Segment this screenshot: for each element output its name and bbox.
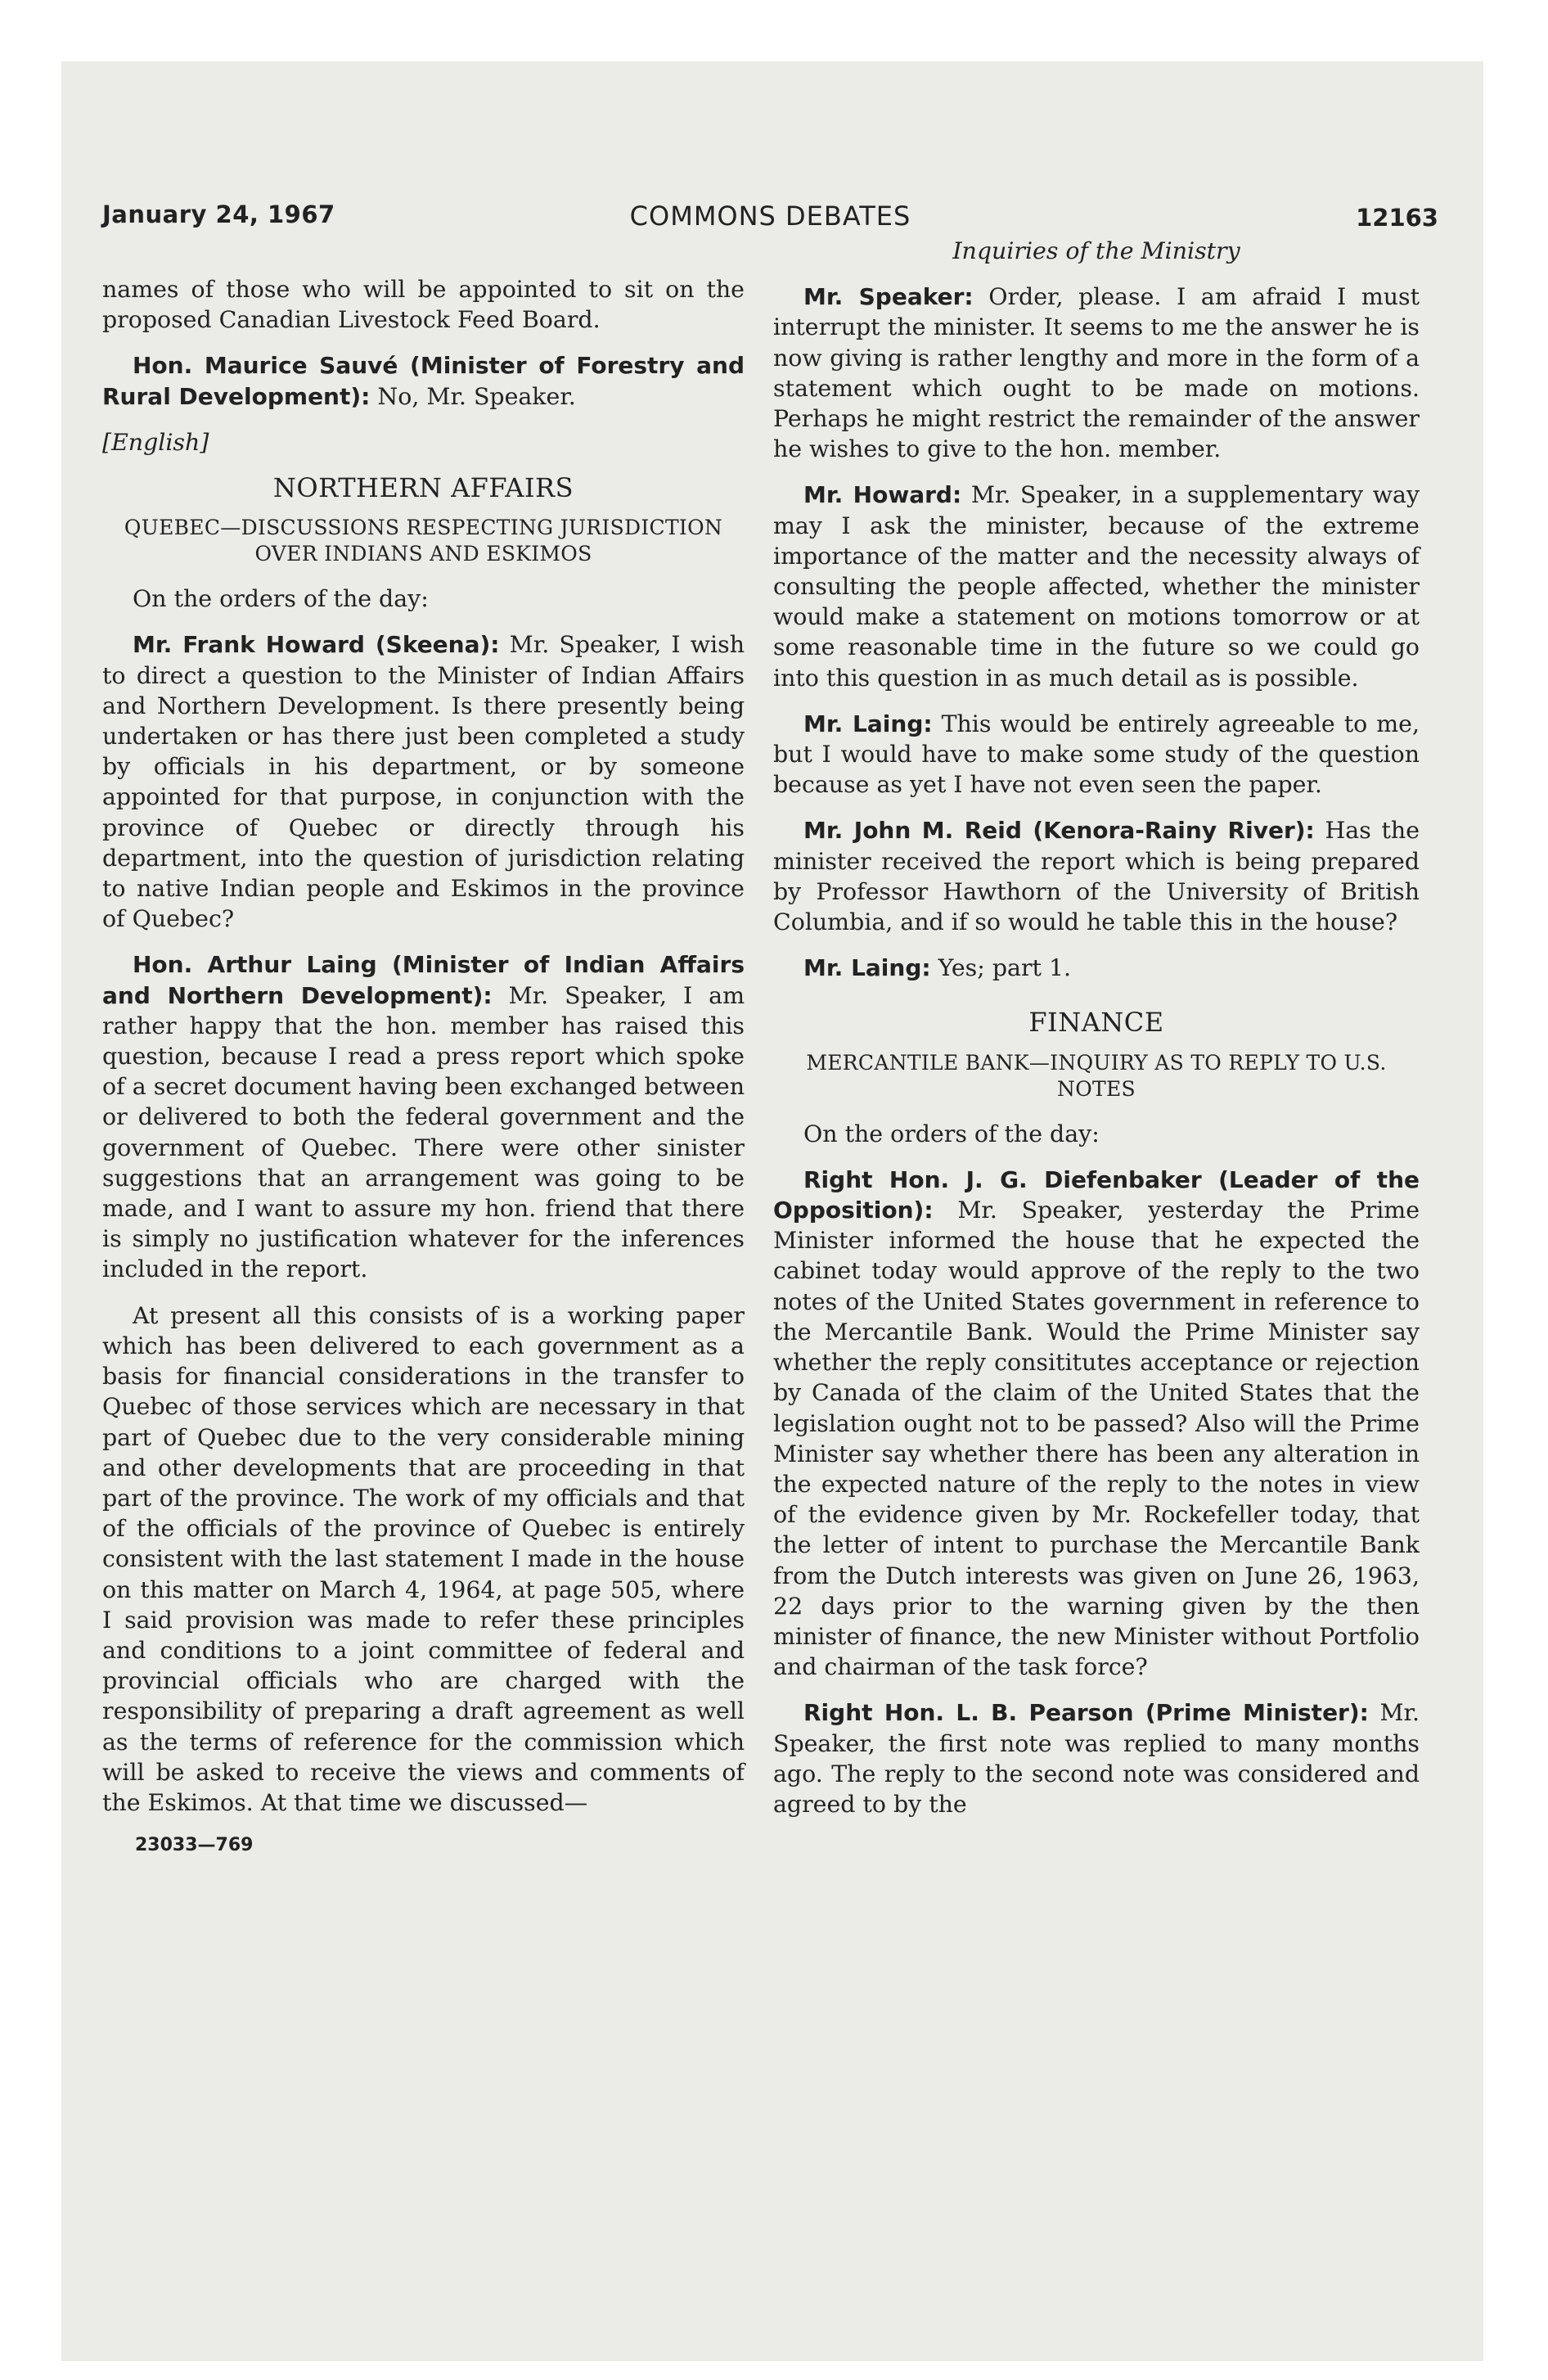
paragraph	[102, 629, 745, 934]
paragraph: names of those who will be appointed to sit on the proposed Canadian Livestock Feed Board.	[102, 276, 745, 334]
right-column	[773, 236, 1420, 1835]
speaker-name: Hon. Maurice Sauvé (Minister of Forestry and Rural Development):	[102, 352, 745, 410]
section-heading: FINANCE	[1028, 1007, 1164, 1039]
speaker-name: Mr. Speaker:	[803, 283, 974, 311]
header-date: January 24, 1967	[102, 201, 335, 228]
paragraph	[773, 1697, 1420, 1819]
speaker-name: Mr. John M. Reid (Kenora-Rainy River):	[803, 817, 1315, 845]
speech-text: Order, please. I am afraid I must interrupt the minister. It seems to me the answer he is now giving is rather lengthy and more in the form of a statement which ought to be made on motions. Perhaps he might restrict the remainder of the answer he wishes to give to the hon. member.	[773, 283, 1420, 463]
speech-text: Yes; part 1.	[938, 954, 1072, 982]
paragraph	[102, 350, 745, 411]
paragraph	[773, 953, 1420, 983]
speech-text: No, Mr. Speaker.	[377, 382, 576, 410]
speaker-name: Mr. Howard:	[803, 481, 962, 509]
language-marker	[102, 427, 745, 458]
paragraph	[102, 949, 745, 1284]
page-subtitle: Inquiries of the Ministry	[952, 237, 1240, 264]
speech-text: Has the minister received the report which is being prepared by Professor Hawthorn of the University of British Columbia, and if so would he table this in the house?	[773, 817, 1420, 936]
speaker-name: Mr. Laing:	[803, 710, 933, 737]
orders-line: On the orders of the day:	[133, 585, 429, 613]
speech-text: Mr. Speaker, I wish to direct a question to the Minister of Indian Affairs and Northern Development. Is there presently being undertaken or has there just been completed a study by officials in his department, or by someone appointed for that purpose, in conjunction with the province of Quebec or directly through his department, into the question of jurisdiction relating to native Indian people and Eskimos in the province of Quebec?	[102, 631, 745, 933]
left-column	[102, 274, 745, 1860]
speaker-name: Mr. Frank Howard (Skeena):	[133, 631, 500, 659]
speech-text: Mr. Speaker, in a supplementary way may I ask the minister, because of the extreme importance of the matter and the necessity always of consulting the people affected, whether the minister would make a statement on motions tomorrow or at some reasonable time in the future so we could go into this question in as much detail as is possible.	[773, 481, 1420, 692]
speaker-name: Mr. Laing:	[803, 954, 931, 982]
language-label: [English]	[102, 428, 209, 456]
subsection-heading: MERCANTILE BANK—INQUIRY AS TO REPLY TO U.S. NOTES	[806, 1050, 1387, 1101]
header-title: COMMONS DEBATES	[629, 201, 911, 232]
paragraph	[773, 815, 1420, 937]
speech-text: Mr. Speaker, the first note was replied to many months ago. The reply to the second note was considered and agreed to by the	[773, 1699, 1420, 1818]
paragraph: At present all this consists of is a working paper which has been delivered to each government as a basis for financial considerations in the transfer to Quebec of those services which are necessary in that part of Quebec due to the very considerable mining and other developments that are proceeding in that part of the province. The work of my officials and that of the officials of the province of Quebec is entirely consistent with the last statement I made in the house on this matter on March 4, 1964, at page 505, where I said provision was made to refer these principles and conditions to a joint committee of federal and provincial officials who are charged with the responsibility of preparing a draft agreement as well as the terms of reference for the commission which will be asked to receive the views and comments of the Eskimos. At that time we discussed—	[102, 1301, 745, 1816]
speaker-name: Right Hon. J. G. Diefenbaker (Leader of the Opposition):	[773, 1165, 1420, 1224]
subsection-heading: QUEBEC—DISCUSSIONS RESPECTING JURISDICTION OVER INDIANS AND ESKIMOS	[124, 516, 723, 566]
speech-text: Mr. Speaker, yesterday the Prime Minister informed the house that he expected the cabinet today would approve of the reply to the two notes of the United States government in reference to the Mercantile Bank. Would the Prime Minister say whether the reply consititutes acceptance or rejection by Canada of the claim of the United States that the legislation ought not to be passed? Also will the Prime Minister say whether there has been any alteration in the expected nature of the reply to the notes in view of the evidence given by Mr. Rockefeller today, that the letter of intent to purchase the Mercantile Bank from the Dutch interests was given on June 26, 1963, 22 days prior to the warning given by the then minister of finance, the new Minister without Portfolio and chairman of the task force?	[773, 1197, 1420, 1681]
orders-line: On the orders of the day:	[803, 1120, 1100, 1147]
paragraph	[773, 480, 1420, 692]
paragraph	[773, 1165, 1420, 1682]
speaker-name: Right Hon. L. B. Pearson (Prime Minister):	[803, 1699, 1369, 1727]
footer-code: 23033—769	[135, 1835, 254, 1856]
header-page-number: 12163	[1356, 204, 1438, 232]
paragraph	[773, 282, 1420, 464]
speech-text: Mr. Speaker, I am rather happy that the hon. member has raised this question, because I read a press report which spoke of a secret document having been exchanged between or delivered to both the federal government and the government of Quebec. There were other sinister suggestions that an arrangement was going to be made, and I want to assure my hon. friend that there is simply no justification whatever for the inferences included in the report.	[102, 981, 745, 1283]
speaker-name: Hon. Arthur Laing (Minister of Indian Affairs and Northern Development):	[102, 951, 745, 1009]
speech-text: This would be entirely agreeable to me, but I would have to make some study of the question because as yet I have not even seen the paper.	[773, 710, 1420, 799]
section-heading: NORTHERN AFFAIRS	[272, 472, 574, 504]
paragraph	[773, 709, 1420, 800]
